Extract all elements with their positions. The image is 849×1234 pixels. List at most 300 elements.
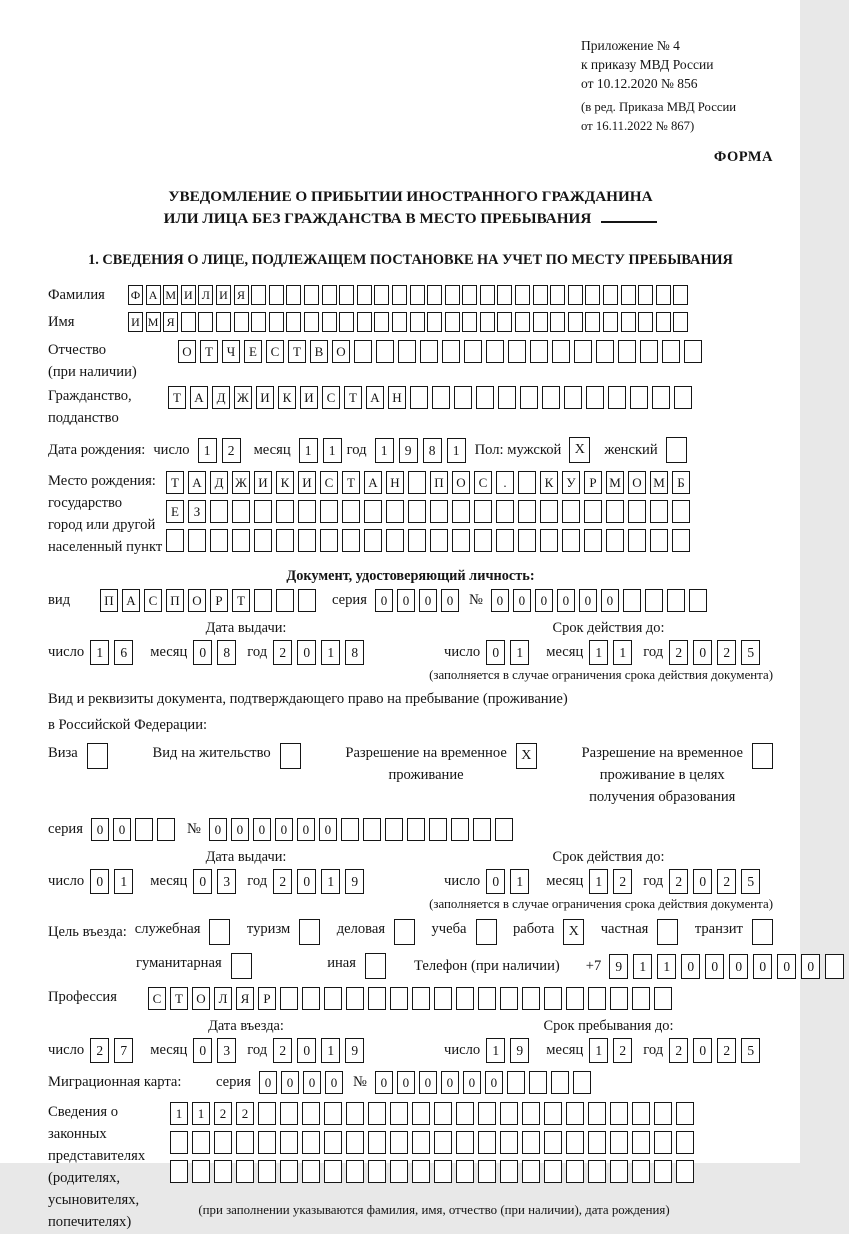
char-box[interactable]: 8 [345, 640, 364, 665]
char-box[interactable] [322, 285, 337, 305]
char-box[interactable]: С [144, 589, 162, 612]
char-box[interactable]: 1 [613, 640, 632, 665]
char-box[interactable] [689, 589, 707, 612]
char-box[interactable]: 0 [319, 818, 337, 841]
char-box[interactable]: 0 [193, 640, 212, 665]
char-box[interactable] [507, 1071, 525, 1094]
char-box[interactable] [544, 1102, 562, 1125]
char-box[interactable] [324, 987, 342, 1010]
char-box[interactable]: И [128, 312, 143, 332]
char-box[interactable]: 1 [375, 438, 394, 463]
char-box[interactable] [368, 1131, 386, 1154]
char-box[interactable] [610, 1102, 628, 1125]
char-box[interactable]: 3 [217, 1038, 236, 1063]
char-box[interactable] [462, 312, 477, 332]
char-box[interactable]: 1 [170, 1102, 188, 1125]
char-box[interactable]: 0 [297, 1038, 316, 1063]
char-box[interactable]: 2 [669, 640, 688, 665]
char-box[interactable] [280, 1160, 298, 1183]
char-box[interactable] [408, 471, 426, 494]
char-box[interactable] [673, 312, 688, 332]
char-box[interactable] [632, 987, 650, 1010]
char-box[interactable] [276, 500, 294, 523]
char-box[interactable] [434, 1102, 452, 1125]
char-box[interactable] [432, 386, 450, 409]
char-box[interactable] [451, 818, 469, 841]
char-box[interactable] [500, 987, 518, 1010]
char-box[interactable]: Ч [222, 340, 240, 363]
char-box[interactable] [550, 312, 565, 332]
char-box[interactable] [656, 312, 671, 332]
char-box[interactable] [464, 340, 482, 363]
char-box[interactable]: 0 [729, 954, 748, 979]
char-box[interactable] [427, 312, 442, 332]
char-box[interactable]: 0 [281, 1071, 299, 1094]
char-box[interactable] [676, 1102, 694, 1125]
char-box[interactable] [473, 818, 491, 841]
char-box[interactable] [652, 386, 670, 409]
char-box[interactable] [324, 1131, 342, 1154]
char-box[interactable]: 1 [114, 869, 133, 894]
char-box[interactable] [454, 386, 472, 409]
char-box[interactable] [478, 1160, 496, 1183]
char-box[interactable]: 0 [193, 869, 212, 894]
char-box[interactable] [588, 1160, 606, 1183]
option-checkbox-transit[interactable] [752, 919, 773, 945]
char-box[interactable] [434, 987, 452, 1010]
char-box[interactable] [368, 1160, 386, 1183]
char-box[interactable]: 0 [513, 589, 531, 612]
char-box[interactable] [368, 987, 386, 1010]
char-box[interactable] [542, 386, 560, 409]
char-box[interactable] [672, 500, 690, 523]
char-box[interactable] [346, 1102, 364, 1125]
char-box[interactable] [603, 285, 618, 305]
char-box[interactable]: 2 [613, 869, 632, 894]
char-box[interactable]: 5 [741, 1038, 760, 1063]
char-box[interactable] [251, 285, 266, 305]
char-box[interactable] [192, 1160, 210, 1183]
char-box[interactable]: Т [170, 987, 188, 1010]
char-box[interactable]: 2 [669, 869, 688, 894]
char-box[interactable] [214, 1131, 232, 1154]
char-box[interactable]: 1 [299, 438, 318, 463]
char-box[interactable]: О [188, 589, 206, 612]
char-box[interactable]: 0 [375, 1071, 393, 1094]
char-box[interactable]: Т [288, 340, 306, 363]
char-box[interactable] [280, 1131, 298, 1154]
char-box[interactable] [166, 529, 184, 552]
char-box[interactable] [236, 1131, 254, 1154]
char-box[interactable] [364, 500, 382, 523]
char-box[interactable]: 9 [609, 954, 628, 979]
char-box[interactable] [410, 386, 428, 409]
char-box[interactable] [645, 589, 663, 612]
char-box[interactable]: М [146, 312, 161, 332]
char-box[interactable]: С [266, 340, 284, 363]
char-box[interactable]: 0 [91, 818, 109, 841]
char-box[interactable] [621, 312, 636, 332]
char-box[interactable] [638, 312, 653, 332]
option-checkbox-temporary-residence-permit[interactable]: X [516, 743, 537, 769]
char-box[interactable]: 9 [345, 869, 364, 894]
char-box[interactable] [573, 1071, 591, 1094]
char-box[interactable]: С [322, 386, 340, 409]
char-box[interactable]: 0 [557, 589, 575, 612]
char-box[interactable] [181, 312, 196, 332]
char-box[interactable] [452, 500, 470, 523]
char-box[interactable] [456, 1131, 474, 1154]
char-box[interactable]: 7 [114, 1038, 133, 1063]
char-box[interactable]: 9 [345, 1038, 364, 1063]
char-box[interactable] [452, 529, 470, 552]
char-box[interactable] [456, 1160, 474, 1183]
char-box[interactable]: 0 [90, 869, 109, 894]
char-box[interactable]: Ж [234, 386, 252, 409]
char-box[interactable]: Ж [232, 471, 250, 494]
char-box[interactable]: И [298, 471, 316, 494]
char-box[interactable] [390, 987, 408, 1010]
char-box[interactable]: П [100, 589, 118, 612]
char-box[interactable] [520, 386, 538, 409]
char-box[interactable]: 5 [741, 869, 760, 894]
char-box[interactable] [533, 312, 548, 332]
char-box[interactable] [667, 589, 685, 612]
char-box[interactable] [430, 500, 448, 523]
char-box[interactable] [251, 312, 266, 332]
char-box[interactable]: Т [344, 386, 362, 409]
char-box[interactable] [673, 285, 688, 305]
char-box[interactable]: А [146, 285, 161, 305]
char-box[interactable] [445, 285, 460, 305]
char-box[interactable]: М [606, 471, 624, 494]
char-box[interactable] [628, 529, 646, 552]
char-box[interactable] [298, 529, 316, 552]
char-box[interactable] [254, 500, 272, 523]
char-box[interactable] [339, 285, 354, 305]
char-box[interactable]: 1 [90, 640, 109, 665]
char-box[interactable] [574, 340, 592, 363]
char-box[interactable] [676, 1160, 694, 1183]
char-box[interactable]: 5 [741, 640, 760, 665]
char-box[interactable] [478, 1102, 496, 1125]
char-box[interactable]: 0 [705, 954, 724, 979]
char-box[interactable] [214, 1160, 232, 1183]
char-box[interactable] [320, 529, 338, 552]
char-box[interactable] [280, 987, 298, 1010]
char-box[interactable] [302, 1160, 320, 1183]
char-box[interactable] [254, 529, 272, 552]
char-box[interactable] [368, 1102, 386, 1125]
option-checkbox-business[interactable] [394, 919, 415, 945]
char-box[interactable]: С [474, 471, 492, 494]
char-box[interactable] [429, 818, 447, 841]
char-box[interactable] [412, 1160, 430, 1183]
char-box[interactable]: 1 [589, 640, 608, 665]
char-box[interactable]: . [496, 471, 514, 494]
option-checkbox-humanitarian[interactable] [231, 953, 252, 979]
char-box[interactable] [562, 529, 580, 552]
char-box[interactable]: 0 [231, 818, 249, 841]
char-box[interactable]: 0 [113, 818, 131, 841]
char-box[interactable] [544, 1160, 562, 1183]
char-box[interactable]: 0 [419, 1071, 437, 1094]
char-box[interactable] [410, 312, 425, 332]
char-box[interactable]: 1 [321, 869, 340, 894]
char-box[interactable] [390, 1160, 408, 1183]
char-box[interactable] [234, 312, 249, 332]
char-box[interactable] [363, 818, 381, 841]
char-box[interactable] [390, 1102, 408, 1125]
char-box[interactable]: А [366, 386, 384, 409]
char-box[interactable] [346, 987, 364, 1010]
char-box[interactable] [628, 500, 646, 523]
char-box[interactable] [551, 1071, 569, 1094]
char-box[interactable] [434, 1160, 452, 1183]
char-box[interactable] [672, 529, 690, 552]
char-box[interactable]: 0 [463, 1071, 481, 1094]
option-checkbox-visa[interactable] [87, 743, 108, 769]
char-box[interactable]: 0 [693, 640, 712, 665]
char-box[interactable] [392, 285, 407, 305]
char-box[interactable]: П [430, 471, 448, 494]
char-box[interactable] [544, 987, 562, 1010]
char-box[interactable] [280, 1102, 298, 1125]
char-box[interactable]: З [188, 500, 206, 523]
char-box[interactable]: 1 [321, 1038, 340, 1063]
char-box[interactable]: 1 [198, 438, 217, 463]
char-box[interactable] [540, 500, 558, 523]
char-box[interactable]: Т [166, 471, 184, 494]
char-box[interactable] [254, 589, 272, 612]
char-box[interactable] [610, 1160, 628, 1183]
char-box[interactable]: 0 [681, 954, 700, 979]
char-box[interactable]: Я [234, 285, 249, 305]
char-box[interactable] [650, 529, 668, 552]
char-box[interactable]: Я [236, 987, 254, 1010]
char-box[interactable]: 0 [397, 1071, 415, 1094]
char-box[interactable] [515, 285, 530, 305]
char-box[interactable]: 2 [273, 869, 292, 894]
char-box[interactable] [632, 1102, 650, 1125]
char-box[interactable] [568, 285, 583, 305]
char-box[interactable]: 0 [486, 869, 505, 894]
char-box[interactable]: И [181, 285, 196, 305]
char-box[interactable]: К [278, 386, 296, 409]
char-box[interactable] [341, 818, 359, 841]
char-box[interactable] [825, 954, 844, 979]
char-box[interactable] [632, 1131, 650, 1154]
char-box[interactable] [522, 1102, 540, 1125]
char-box[interactable] [500, 1131, 518, 1154]
char-box[interactable] [386, 500, 404, 523]
char-box[interactable]: 2 [669, 1038, 688, 1063]
char-box[interactable] [584, 529, 602, 552]
char-box[interactable] [610, 1131, 628, 1154]
char-box[interactable]: 1 [447, 438, 466, 463]
char-box[interactable]: 0 [297, 869, 316, 894]
char-box[interactable] [210, 500, 228, 523]
char-box[interactable] [544, 1131, 562, 1154]
char-box[interactable] [322, 312, 337, 332]
char-box[interactable]: 1 [486, 1038, 505, 1063]
char-box[interactable] [198, 312, 213, 332]
char-box[interactable] [346, 1131, 364, 1154]
char-box[interactable]: 1 [633, 954, 652, 979]
char-box[interactable]: И [216, 285, 231, 305]
char-box[interactable] [654, 1131, 672, 1154]
char-box[interactable]: 0 [253, 818, 271, 841]
char-box[interactable]: Т [232, 589, 250, 612]
char-box[interactable]: 0 [375, 589, 393, 612]
char-box[interactable]: 8 [217, 640, 236, 665]
char-box[interactable]: И [256, 386, 274, 409]
char-box[interactable]: Д [212, 386, 230, 409]
char-box[interactable] [302, 987, 320, 1010]
char-box[interactable]: С [320, 471, 338, 494]
char-box[interactable] [498, 386, 516, 409]
char-box[interactable] [662, 340, 680, 363]
char-box[interactable] [407, 818, 425, 841]
char-box[interactable]: 6 [114, 640, 133, 665]
char-box[interactable] [374, 285, 389, 305]
char-box[interactable] [608, 386, 626, 409]
char-box[interactable]: Т [342, 471, 360, 494]
char-box[interactable]: И [254, 471, 272, 494]
char-box[interactable]: Н [386, 471, 404, 494]
char-box[interactable]: Р [258, 987, 276, 1010]
char-box[interactable] [474, 500, 492, 523]
char-box[interactable]: О [452, 471, 470, 494]
char-box[interactable] [676, 1131, 694, 1154]
char-box[interactable] [654, 1160, 672, 1183]
char-box[interactable] [603, 312, 618, 332]
char-box[interactable] [623, 589, 641, 612]
char-box[interactable] [566, 1131, 584, 1154]
char-box[interactable] [630, 386, 648, 409]
char-box[interactable] [497, 312, 512, 332]
char-box[interactable] [276, 589, 294, 612]
char-box[interactable] [496, 529, 514, 552]
char-box[interactable] [364, 529, 382, 552]
char-box[interactable]: Б [672, 471, 690, 494]
char-box[interactable]: 1 [589, 1038, 608, 1063]
char-box[interactable] [412, 1102, 430, 1125]
char-box[interactable] [324, 1160, 342, 1183]
sex-female-checkbox[interactable] [666, 437, 687, 463]
char-box[interactable]: 2 [273, 640, 292, 665]
char-box[interactable] [357, 285, 372, 305]
char-box[interactable] [408, 500, 426, 523]
char-box[interactable] [304, 312, 319, 332]
char-box[interactable]: 9 [399, 438, 418, 463]
char-box[interactable]: 0 [693, 869, 712, 894]
char-box[interactable] [496, 500, 514, 523]
char-box[interactable]: Л [198, 285, 213, 305]
char-box[interactable]: М [650, 471, 668, 494]
char-box[interactable]: 2 [222, 438, 241, 463]
char-box[interactable]: 0 [485, 1071, 503, 1094]
char-box[interactable] [188, 529, 206, 552]
char-box[interactable] [412, 1131, 430, 1154]
char-box[interactable]: Р [584, 471, 602, 494]
char-box[interactable] [518, 471, 536, 494]
char-box[interactable] [585, 312, 600, 332]
char-box[interactable]: В [310, 340, 328, 363]
char-box[interactable] [508, 340, 526, 363]
char-box[interactable]: А [364, 471, 382, 494]
char-box[interactable] [346, 1160, 364, 1183]
char-box[interactable] [552, 340, 570, 363]
char-box[interactable] [398, 340, 416, 363]
char-box[interactable] [430, 529, 448, 552]
char-box[interactable]: 0 [491, 589, 509, 612]
char-box[interactable] [302, 1131, 320, 1154]
char-box[interactable] [584, 500, 602, 523]
char-box[interactable] [192, 1131, 210, 1154]
char-box[interactable]: 1 [510, 640, 529, 665]
char-box[interactable]: 0 [486, 640, 505, 665]
char-box[interactable] [408, 529, 426, 552]
char-box[interactable]: А [190, 386, 208, 409]
char-box[interactable]: 2 [613, 1038, 632, 1063]
char-box[interactable]: Е [166, 500, 184, 523]
char-box[interactable] [495, 818, 513, 841]
char-box[interactable] [339, 312, 354, 332]
char-box[interactable]: 0 [777, 954, 796, 979]
char-box[interactable] [374, 312, 389, 332]
char-box[interactable] [410, 285, 425, 305]
char-box[interactable] [518, 500, 536, 523]
char-box[interactable] [610, 987, 628, 1010]
char-box[interactable] [286, 285, 301, 305]
char-box[interactable] [529, 1071, 547, 1094]
char-box[interactable] [342, 500, 360, 523]
char-box[interactable]: 2 [90, 1038, 109, 1063]
char-box[interactable]: 2 [717, 1038, 736, 1063]
char-box[interactable] [618, 340, 636, 363]
char-box[interactable] [258, 1102, 276, 1125]
option-checkbox-official[interactable] [209, 919, 230, 945]
char-box[interactable]: К [540, 471, 558, 494]
char-box[interactable] [684, 340, 702, 363]
char-box[interactable]: 0 [801, 954, 820, 979]
char-box[interactable]: 0 [441, 589, 459, 612]
char-box[interactable] [566, 1102, 584, 1125]
char-box[interactable]: 1 [589, 869, 608, 894]
char-box[interactable]: 0 [275, 818, 293, 841]
char-box[interactable] [170, 1160, 188, 1183]
char-box[interactable] [392, 312, 407, 332]
char-box[interactable] [376, 340, 394, 363]
char-box[interactable] [568, 312, 583, 332]
char-box[interactable]: М [163, 285, 178, 305]
char-box[interactable]: 0 [693, 1038, 712, 1063]
char-box[interactable]: 1 [192, 1102, 210, 1125]
char-box[interactable] [674, 386, 692, 409]
char-box[interactable] [606, 529, 624, 552]
char-box[interactable] [500, 1102, 518, 1125]
char-box[interactable] [588, 1102, 606, 1125]
char-box[interactable] [480, 312, 495, 332]
char-box[interactable] [486, 340, 504, 363]
char-box[interactable]: 0 [579, 589, 597, 612]
char-box[interactable] [298, 500, 316, 523]
char-box[interactable] [157, 818, 175, 841]
char-box[interactable] [420, 340, 438, 363]
char-box[interactable] [286, 312, 301, 332]
char-box[interactable]: 0 [325, 1071, 343, 1094]
